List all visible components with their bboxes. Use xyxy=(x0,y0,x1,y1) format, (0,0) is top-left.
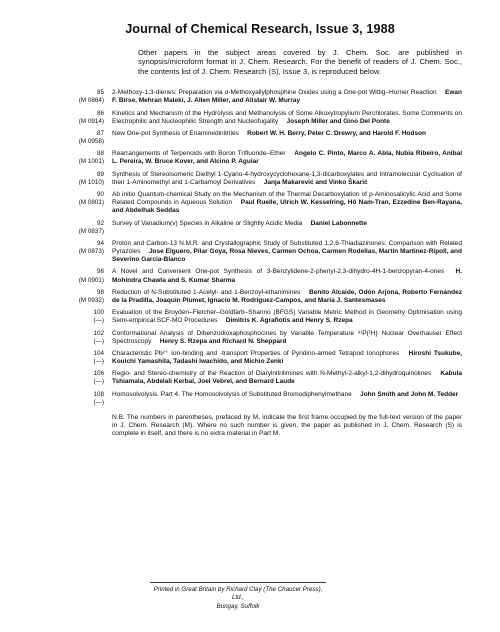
entry-authors: Dimitris K. Agrafiotis and Henry S. Rzepa xyxy=(225,317,353,325)
imprint-line-1: Printed in Great Britain by Richard Clay (The Chaucer Press), Ltd., xyxy=(153,586,323,602)
entry-microform-number: (M 0873) xyxy=(78,248,104,256)
footnote: N.B. The numbers in parentheses, prefaced by M, indicate the first frame occupied by the full-text version of the paper in J. Chem. Research (M). Where no such number is given, the paper as published in J. Chem. Research (S) is complete in itself, and there is no extra material in Part M. xyxy=(112,413,462,438)
contents-entry xyxy=(58,191,462,215)
entry-page-ref xyxy=(58,150,112,166)
entry-page-ref xyxy=(58,309,112,325)
entry-text xyxy=(112,289,462,305)
entry-text xyxy=(112,89,462,105)
entry-authors: Ewan F. Birse, Mehran Maleki, J. Allen Miller, and Alistair W. Murray xyxy=(112,89,462,105)
entry-microform-number: (M 0914) xyxy=(78,117,104,125)
entry-microform-number: (M 0864) xyxy=(78,97,104,105)
entry-page-number: 88 xyxy=(96,150,104,158)
entry-page-number: 94 xyxy=(96,239,104,247)
contents-entry xyxy=(58,330,462,346)
entry-page-number: 87 xyxy=(96,129,104,137)
entry-title: A Novel and Convenient One-pot Synthesis of 3-Benzylidene-2-phenyl-2,3-dihydro-4H-1-benzopyran-4-ones xyxy=(112,268,451,276)
contents-entry xyxy=(58,289,462,305)
entry-text xyxy=(112,130,462,146)
entry-authors: Joseph Miller and Gino Del Ponte xyxy=(286,117,390,125)
entry-title: Reduction of N-Substituted 1-Acetyl- and 1-Benzoyl-ethanimines xyxy=(112,288,307,296)
entry-title: Ab initio Quantum-chemical Study on the Mechanism of the Thermal Decarboxylation of p-Aminosalicylic Acid and Some Related Compounds in Aqueous Solution xyxy=(112,191,462,207)
entry-microform-number: (—) xyxy=(93,398,104,406)
entry-text xyxy=(112,309,462,325)
entry-microform-number: (M 1001) xyxy=(78,158,104,166)
entry-page-number: 89 xyxy=(96,170,104,178)
contents-entry xyxy=(58,171,462,187)
entry-page-ref xyxy=(58,191,112,215)
entry-authors: Hiroshi Tsukube, Kouichi Yamashita, Tadashi Iwachido, and Michio Zenki xyxy=(112,349,462,365)
entry-page-ref xyxy=(58,220,112,236)
contents-entry xyxy=(58,110,462,126)
entry-page-number: 96 xyxy=(96,268,104,276)
entry-title: Regio- and Stereo-chemistry of the Reaction of Diarylnitrilimines with N-Methyl-2-alkyl-1,2-dihydroquinolines xyxy=(112,370,438,378)
entry-title: Evaluation of the Broyden–Fletcher–Goldfarb–Shanno (BFGS) Variable Metric Method in Geometry Optimisation using Semi-empirical SCF-MO Procedures xyxy=(112,309,462,325)
entry-title: Synthesis of Stereoisomeric Diethyl 1-Cyano-4-hydroxycyclohexane-1,3-dicarboxylates and Intramolecular Cyclisation of their 1-Aminomethyl and 1-Carbamoyl Derivatives xyxy=(112,170,462,186)
entry-page-number: 106 xyxy=(93,370,104,378)
entry-page-number: 86 xyxy=(96,109,104,117)
entry-authors: H. Mohindra Chawla and S. Kumar Sharma xyxy=(112,268,462,284)
contents-entry xyxy=(58,89,462,105)
contents-entry xyxy=(58,150,462,166)
entry-microform-number: (M 0801) xyxy=(78,199,104,207)
entry-text xyxy=(112,370,462,386)
contents-entry xyxy=(58,130,462,146)
entry-page-ref xyxy=(58,289,112,305)
contents-entry xyxy=(58,309,462,325)
entry-text xyxy=(112,240,462,264)
contents-entry xyxy=(58,391,462,407)
entry-microform-number: (M 0932) xyxy=(78,296,104,304)
entry-title: Survey of Vanadium(v) Species in Alkaline or Slightly Acidic Media xyxy=(112,219,309,227)
entry-title: Conformational Analysis of Dibenzodioxaphosphocines by Variable Temperature ³¹P{¹H} Nuclear Overhauser Effect Spectroscopy xyxy=(112,329,462,345)
entry-page-number: 98 xyxy=(96,288,104,296)
entry-page-ref xyxy=(58,370,112,386)
entry-page-number: 104 xyxy=(93,349,104,357)
entry-microform-number: (M 0901) xyxy=(78,276,104,284)
contents-entry xyxy=(58,240,462,264)
entry-text xyxy=(112,220,462,236)
entry-authors: Kabula Tshiamala, Abdelali Kerbal, Joel Vebrel, and Bernard Laude xyxy=(112,370,462,386)
printer-imprint xyxy=(150,582,326,611)
entry-microform-number: (M 0837) xyxy=(78,227,104,235)
entry-microform-number: (M 0958) xyxy=(78,138,104,146)
entry-page-ref xyxy=(58,240,112,264)
entry-microform-number: (M 1010) xyxy=(78,178,104,186)
entry-title: Characteristic Pb²⁺ Ion-binding and -transport Properties of Pyridino-armed Tetrapod Ionophores xyxy=(112,349,406,357)
entry-authors: Benito Alcaide, Odón Arjona, Roberto Fernández de la Pradilla, Joaquin Plumet, Ignacio M. Rodriguez-Campos, and Maria J. Santesmases xyxy=(112,288,462,304)
entry-title: Homosolvolysis. Part 4. The Homosolvolysis of Substituted Bromodiphenylmethane xyxy=(112,390,359,398)
entry-microform-number: (—) xyxy=(93,378,104,386)
entry-authors: Paul Ruelle, Ulrich W. Kesselring, Hô Nam-Tran, Ezzedine Ben-Rayana, and Abdelhak Seddas xyxy=(112,199,463,215)
entry-title: Kinetics and Mechanism of the Hydrolysis and Methanolysis of Some Alkoxytropylium Perchlorates. Some Comments on Electrophilic and Nucleophilic Strength and Nucleofugality xyxy=(112,109,462,125)
entry-page-number: 102 xyxy=(93,329,104,337)
entry-page-number: 108 xyxy=(93,390,104,398)
entry-title: 2-Methoxy-1,3-dienes: Preparation via α-Methoxyallylphosphine Oxides using a One-pot Wittig–Horner Reaction xyxy=(112,89,444,97)
entry-page-number: 90 xyxy=(96,191,104,199)
entry-title: Rearrangements of Terpenoids with Boron Trifluoride–Ether xyxy=(112,150,292,158)
entry-text xyxy=(112,350,462,366)
intro-paragraph: Other papers in the subject areas covered by J. Chem. Soc. are published in synopsis/microform format in J. Chem. Research. For the benefit of readers of J. Chem. Soc., the contents list of J. Chem. Research (S), Issue 3, is reproduced below. xyxy=(138,48,462,76)
entry-authors: Henry S. Rzepa and Richard N. Sheppard xyxy=(159,337,287,345)
contents-entry xyxy=(58,370,462,386)
entry-text xyxy=(112,171,462,187)
entry-page-number: 100 xyxy=(93,309,104,317)
contents-entry xyxy=(58,350,462,366)
contents-entry xyxy=(58,268,462,284)
contents-list xyxy=(58,89,462,407)
entry-microform-number: (—) xyxy=(93,337,104,345)
entry-page-number: 92 xyxy=(96,219,104,227)
contents-entry xyxy=(58,220,462,236)
entry-page-ref xyxy=(58,391,112,407)
entry-text xyxy=(112,268,462,284)
entry-microform-number: (—) xyxy=(93,358,104,365)
entry-authors: John Smith and John M. Tedder xyxy=(360,390,459,398)
entry-page-number: 85 xyxy=(96,89,104,97)
entry-page-ref xyxy=(58,350,112,366)
entry-authors: Jose Elguero, Pilar Goya, Rosa Nieves, Carmen Ochoa, Carmen Rodellas, Martin Martinez-Ripoll, and Severino Garcia-Blanco xyxy=(112,248,462,264)
entry-title: New One-pot Synthesis of Enaminedinitriles xyxy=(112,129,246,137)
entry-page-ref xyxy=(58,171,112,187)
entry-text xyxy=(112,150,462,166)
entry-title: Proton and Carbon-13 N.M.R. and Crystallographic Study of Substituted 1,2,6-Thiadiazinones: Comparison with Related Pyrazoles xyxy=(112,239,462,256)
entry-authors: Robert W. H. Berry, Peter C. Drewry, and Harold F. Hodson xyxy=(247,129,427,137)
entry-authors: Angelo C. Pinto, Marco A. Abla, Nubia Ribeiro, Anibal L. Pereira, W. Bruce Kover, and Alcino P. Aguiar xyxy=(112,150,462,166)
entry-text xyxy=(112,330,462,346)
entry-text xyxy=(112,110,462,126)
entry-text xyxy=(112,391,462,407)
entry-page-ref xyxy=(58,110,112,126)
imprint-line-2: Bungay, Suffolk xyxy=(216,602,260,610)
entry-page-ref xyxy=(58,268,112,284)
entry-page-ref xyxy=(58,89,112,105)
entry-text xyxy=(112,191,462,215)
entry-microform-number: (—) xyxy=(93,317,104,325)
entry-authors: Daniel Labonnette xyxy=(310,219,367,227)
page-title: Journal of Chemical Research, Issue 3, 1988 xyxy=(125,22,395,36)
entry-authors: Janja Makarević and Vinko Škarić xyxy=(263,178,368,186)
entry-page-ref xyxy=(58,130,112,146)
entry-page-ref xyxy=(58,330,112,346)
